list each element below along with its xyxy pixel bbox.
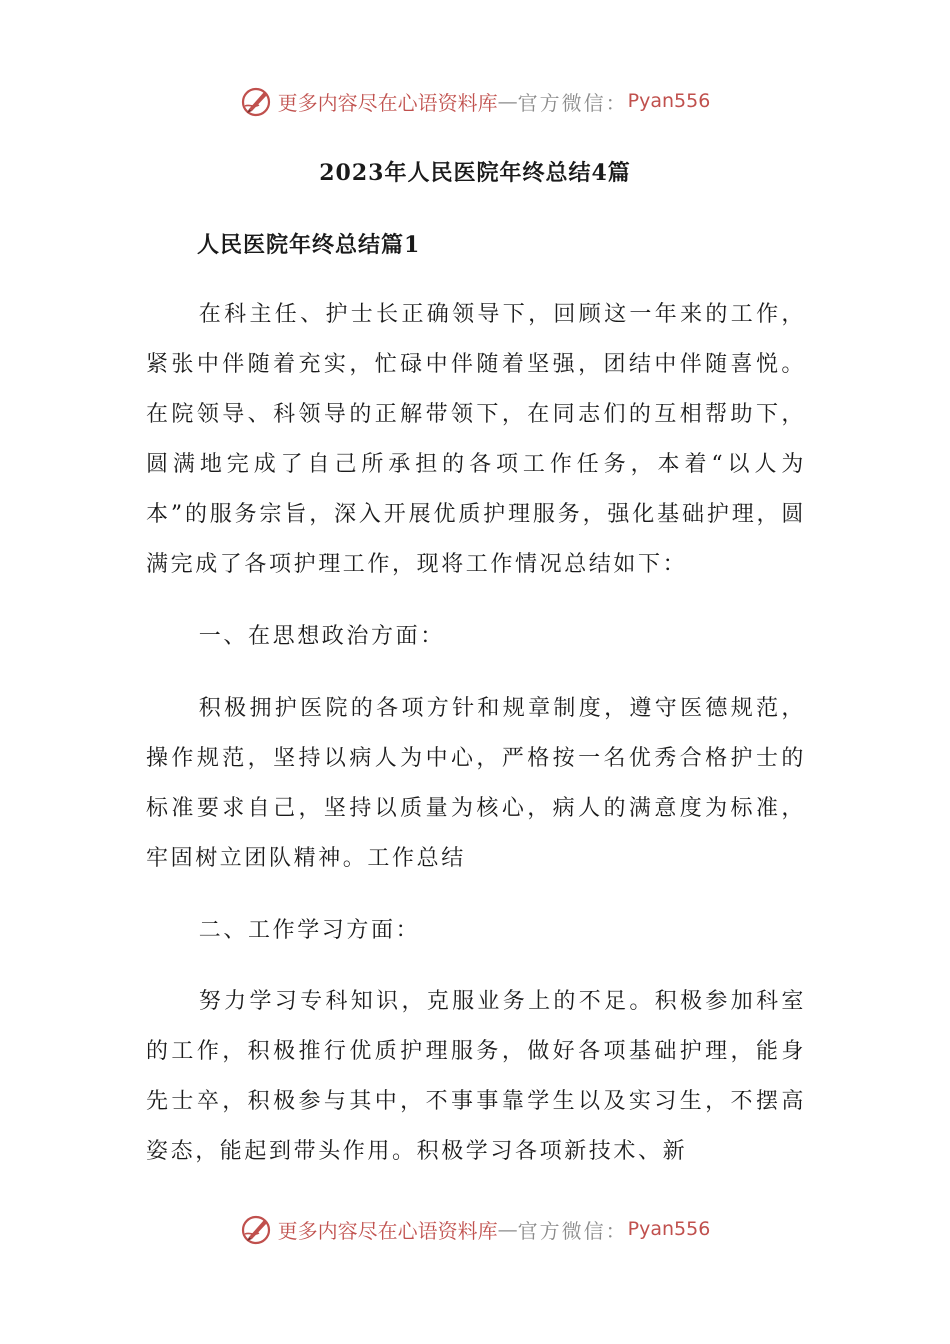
paragraph-1: 在科主任、护士长正确领导下，回顾这一年来的工作，紧张中伴随着充实，忙碌中伴随着坚强，团结中伴随喜悦。在院领导、科领导的正解带领下，在同志们的互相帮助下，圆满地完成了自己所承担的各项工作任务，本着“以人为本”的服务宗旨，深入开展优质护理服务，强化基础护理，圆满完成了各项护理工作，现将工作情况总结如下： xyxy=(146,302,806,577)
subheading-study: 二、工作学习方面： xyxy=(198,918,421,943)
watermark-dash: — xyxy=(497,89,518,113)
subheading-ideology: 一、在思想政治方面： xyxy=(198,624,445,649)
subheading-block-1 xyxy=(146,612,806,662)
watermark-brand-text: 更多内容尽在心语资料库 xyxy=(277,90,498,115)
pen-logo-icon xyxy=(240,1212,274,1246)
watermark-dash: — xyxy=(497,1217,518,1241)
section-heading: 人民医院年终总结篇1 xyxy=(197,232,421,258)
paragraph-block-3 xyxy=(146,977,806,1177)
watermark-wechat-label: 官方微信： xyxy=(517,1218,628,1243)
document-title: 2023年人民医院年终总结4篇 xyxy=(319,160,631,186)
paragraph-3: 努力学习专科知识，克服业务上的不足。积极参加科室的工作，积极推行优质护理服务，做好各项基础护理，能身先士卒，积极参与其中，不事事靠学生以及实习生，不摆高姿态，能起到带头作用。积极学习各项新技术、新 xyxy=(146,989,806,1164)
watermark-wechat-id: Pyan556 xyxy=(627,1218,711,1240)
pen-logo-icon xyxy=(240,84,274,118)
watermark-wechat-label: 官方微信： xyxy=(517,90,628,115)
paragraph-block-2 xyxy=(146,684,806,884)
subheading-block-2 xyxy=(146,906,806,956)
watermark-footer xyxy=(0,1212,950,1246)
paragraph-2: 积极拥护医院的各项方针和规章制度，遵守医德规范，操作规范，坚持以病人为中心，严格按一名优秀合格护士的标准要求自己，坚持以质量为核心，病人的满意度为标准，牢固树立团队精神。工作总结 xyxy=(146,696,806,871)
paragraph-block-1 xyxy=(146,290,806,590)
watermark-wechat-id: Pyan556 xyxy=(627,90,711,112)
watermark-header xyxy=(0,84,950,118)
watermark-brand-text: 更多内容尽在心语资料库 xyxy=(277,1218,498,1243)
